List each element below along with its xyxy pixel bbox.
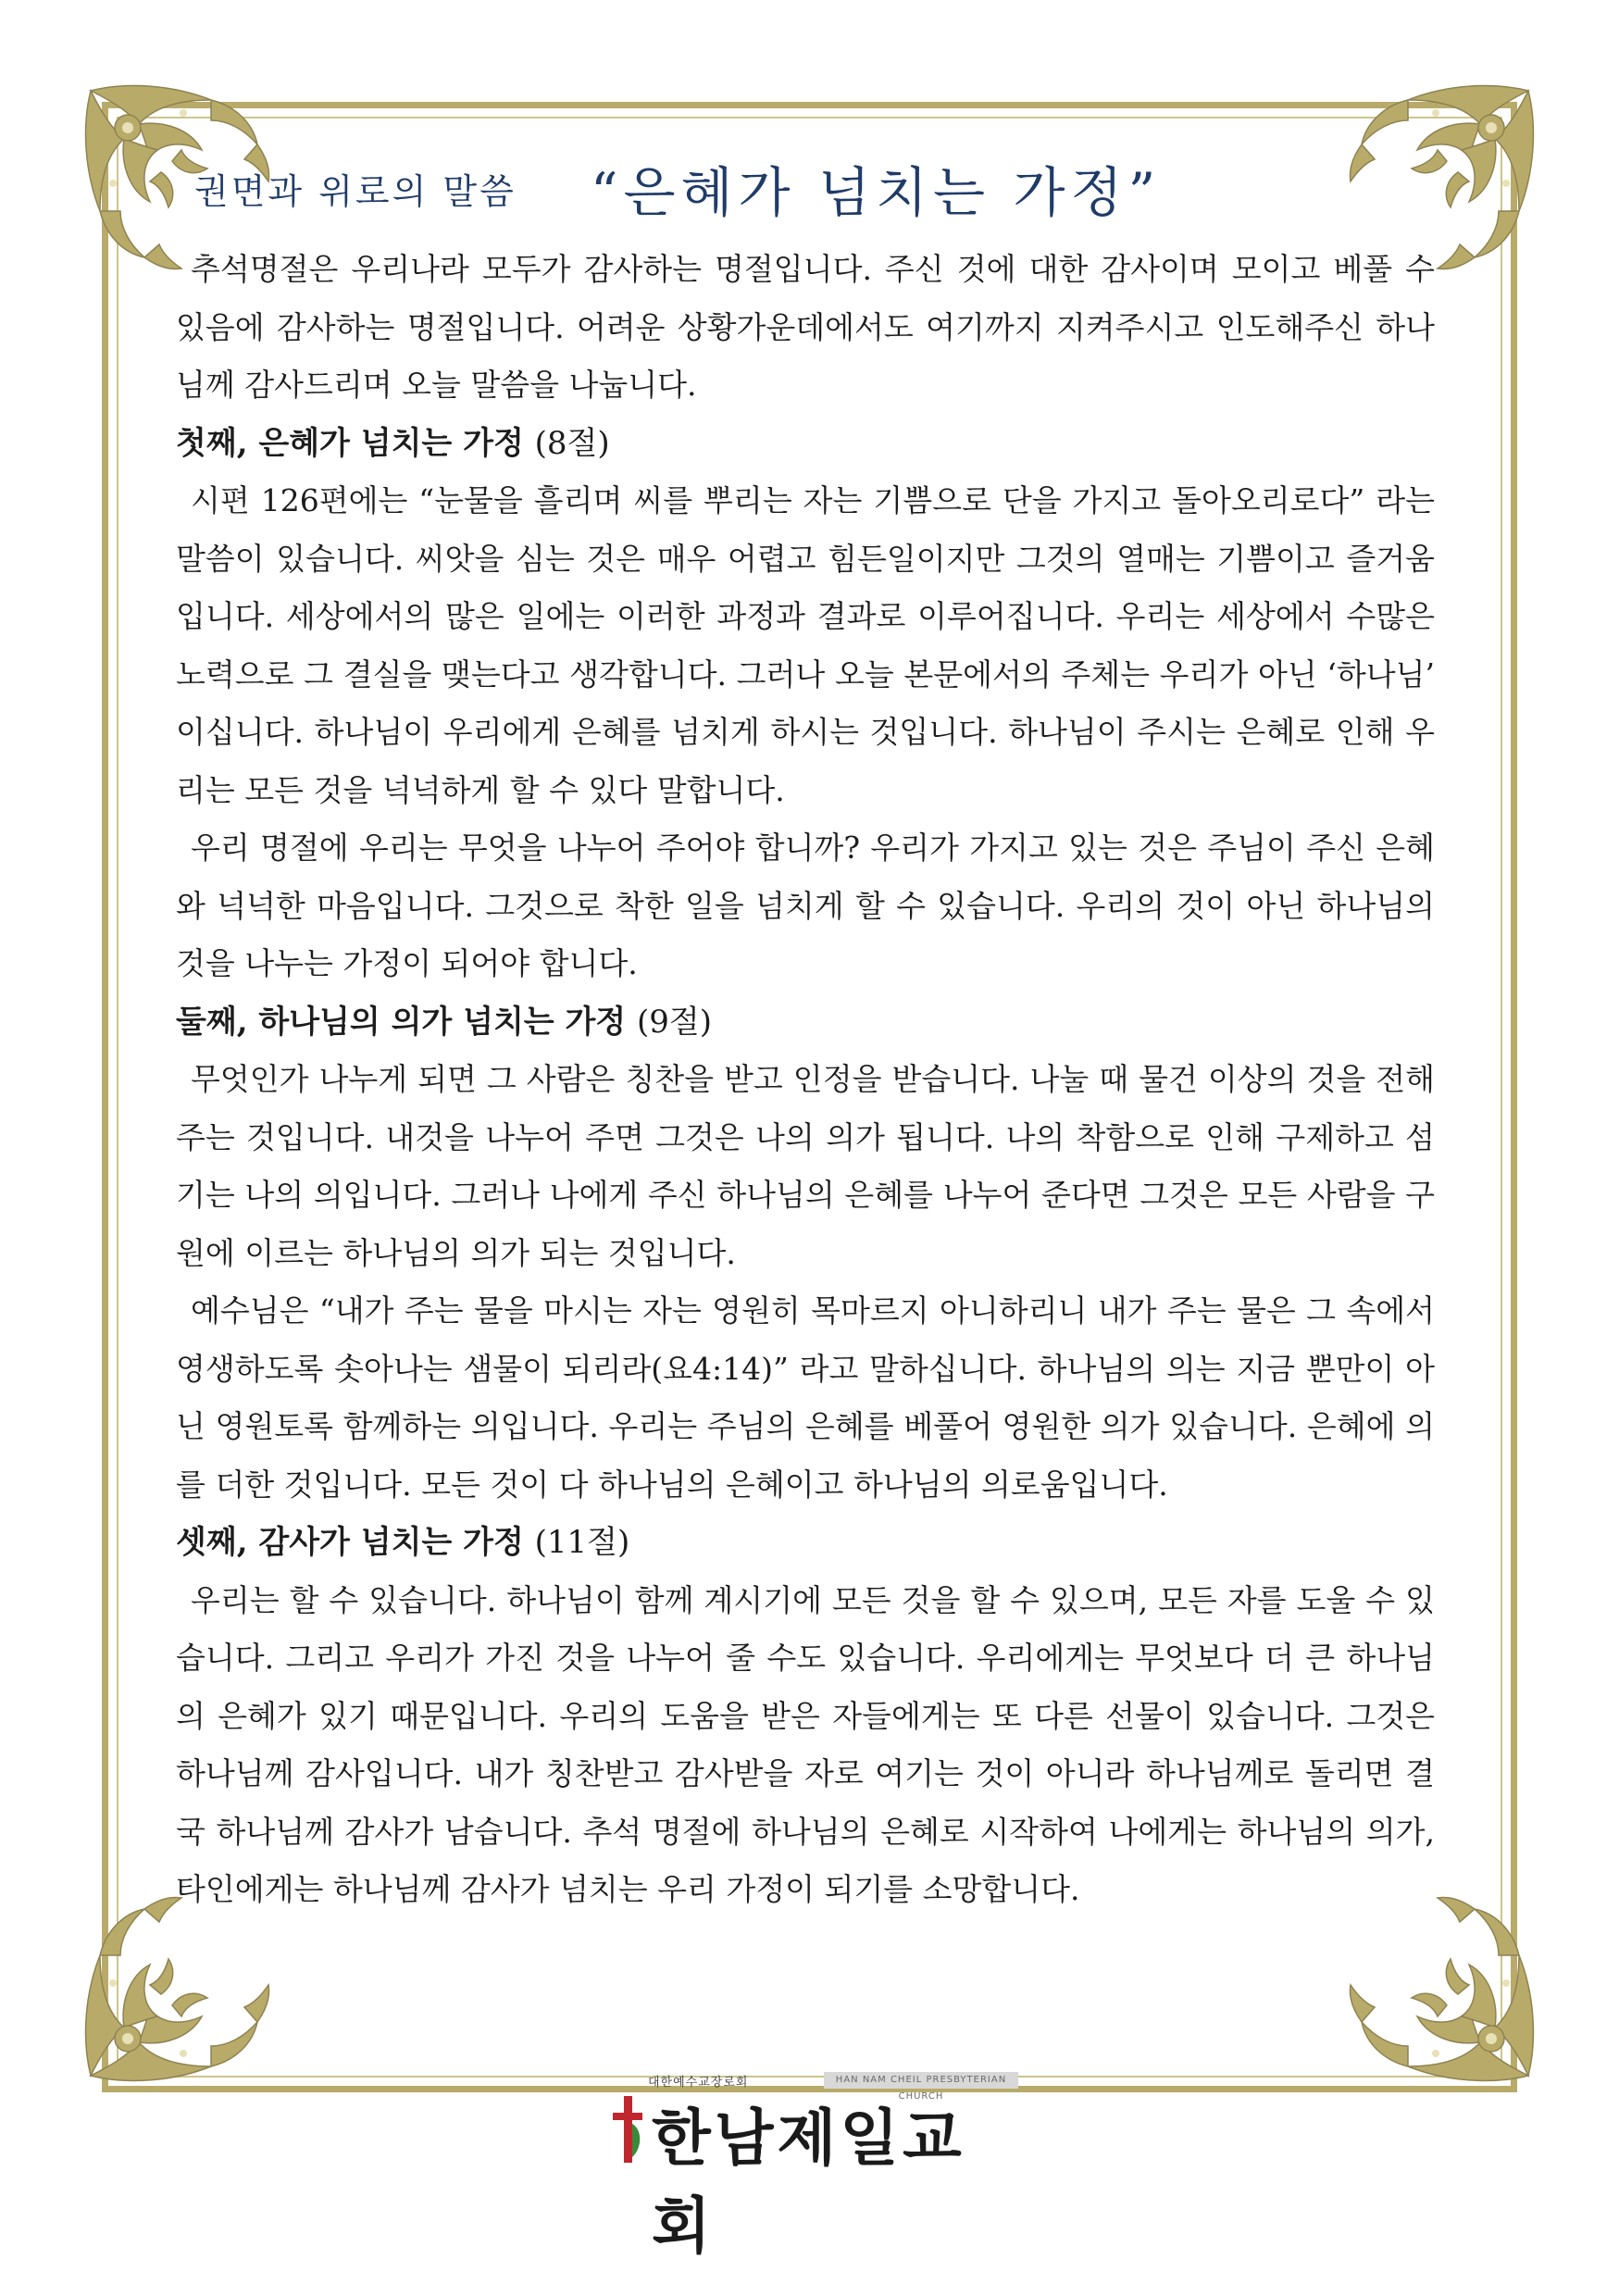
section-verse-ref: (8절) — [534, 424, 610, 462]
section-heading-text: 첫째, 은혜가 넘치는 가정 — [176, 424, 524, 462]
cross-icon — [611, 2092, 644, 2166]
paragraph: 우리 명절에 우리는 무엇을 나누어 주어야 합니까? 우리가 가지고 있는 것은 주님이 주신 은혜와 넉넉한 마음입니다. 그것으로 착한 일을 넘치게 할 수 있습니다. 우리의 것이 아닌 하나님의 것을 나누는 가정이 되어야 합니다. — [176, 830, 1435, 981]
section-verse-ref: (11절) — [534, 1524, 630, 1561]
church-logo — [611, 2072, 1018, 2262]
sermon-body — [176, 241, 1435, 1919]
paragraph: 예수님은 “내가 주는 물을 마시는 자는 영원히 목마르지 아니하리니 내가 주는 물은 그 속에서 영생하도록 솟아나는 샘물이 되리라(요4:14)” 라고 말하십니다. 하나님의 의는 지금 뿐만이 아닌 영원토록 함께하는 의입니다. 우리는 주님의 은혜를 베풀어 영원한 의가 있습니다. 은혜에 의를 더한 것입니다. 모든 것이 다 하나님의 은혜이고 하나님의 의로움입니다. — [176, 1292, 1435, 1503]
section-heading-text: 둘째, 하나님의 의가 넘치는 가정 — [176, 1003, 627, 1041]
paragraph-intro: 추석명절은 우리나라 모두가 감사하는 명절입니다. 주신 것에 대한 감사이며 모이고 베풀 수 있음에 감사하는 명절입니다. 어려운 상황가운데에서도 여기까지 지켜주시고 인도해주신 하나님께 감사드리며 오늘 말씀을 나눕니다. — [176, 251, 1435, 403]
paragraph: 우리는 할 수 있습니다. 하나님이 함께 계시기에 모든 것을 할 수 있으며, 모든 자를 도울 수 있습니다. 그리고 우리가 가진 것을 나누어 줄 수도 있습니다. 우리에게는 무엇보다 더 큰 하나님의 은혜가 있기 때문입니다. 우리의 도움을 받은 자들에게는 또 다른 선물이 있습니다. 그것은 하나님께 감사입니다. 내가 칭찬받고 감사받을 자로 여기는 것이 아니라 하나님께로 돌리면 결국 하나님께 감사가 남습니다. 추석 명절에 하나님의 은혜로 시작하여 나에게는 하나님의 의가, 타인에게는 하나님께 감사가 넘치는 우리 가정이 되기를 소망합니다. — [176, 1581, 1435, 1907]
paragraph: 시편 126편에는 “눈물을 흘리며 씨를 뿌리는 자는 기쁨으로 단을 가지고 돌아오리로다” 라는 말씀이 있습니다. 씨앗을 심는 것은 매우 어렵고 힘든일이지만 그것의 열매는 기쁨이고 즐거움입니다. 세상에서의 많은 일에는 이러한 과정과 결과로 이루어집니다. 우리는 세상에서 수많은 노력으로 그 결실을 맺는다고 생각합니다. 그러나 오늘 본문에서의 주체는 우리가 아닌 ‘하나님’ 이십니다. 하나님이 우리에게 은혜를 넘치게 하시는 것입니다. 하나님이 주시는 은혜로 인해 우리는 모든 것을 넉넉하게 할 수 있다 말합니다. — [176, 482, 1435, 808]
section-heading-3 — [176, 1514, 1435, 1572]
page-header — [194, 146, 1426, 230]
church-english-name: HAN NAM CHEIL PRESBYTERIAN CHURCH — [824, 2072, 1018, 2089]
denomination-label: 대한예수교장로회 — [648, 2076, 749, 2090]
section-verse-ref: (9절) — [637, 1003, 713, 1041]
section-kicker: 권면과 위로의 말씀 — [194, 170, 517, 212]
section-heading-2 — [176, 993, 1435, 1052]
paragraph: 무엇인가 나누게 되면 그 사람은 칭찬을 받고 인정을 받습니다. 나눌 때 물건 이상의 것을 전해주는 것입니다. 내것을 나누어 주면 그것은 나의 의가 됩니다. 나의 착함으로 인해 구제하고 섬기는 나의 의입니다. 그러나 나에게 주신 하나님의 은혜를 나누어 준다면 그것은 모든 사람을 구원에 이르는 하나님의 의가 되는 것입니다. — [176, 1061, 1435, 1271]
section-heading-1 — [176, 415, 1435, 473]
page-title: “은혜가 넘치는 가정” — [590, 161, 1162, 224]
section-heading-text: 셋째, 감사가 넘치는 가정 — [176, 1524, 524, 1561]
church-name: 한남제일교회 — [652, 2103, 965, 2262]
